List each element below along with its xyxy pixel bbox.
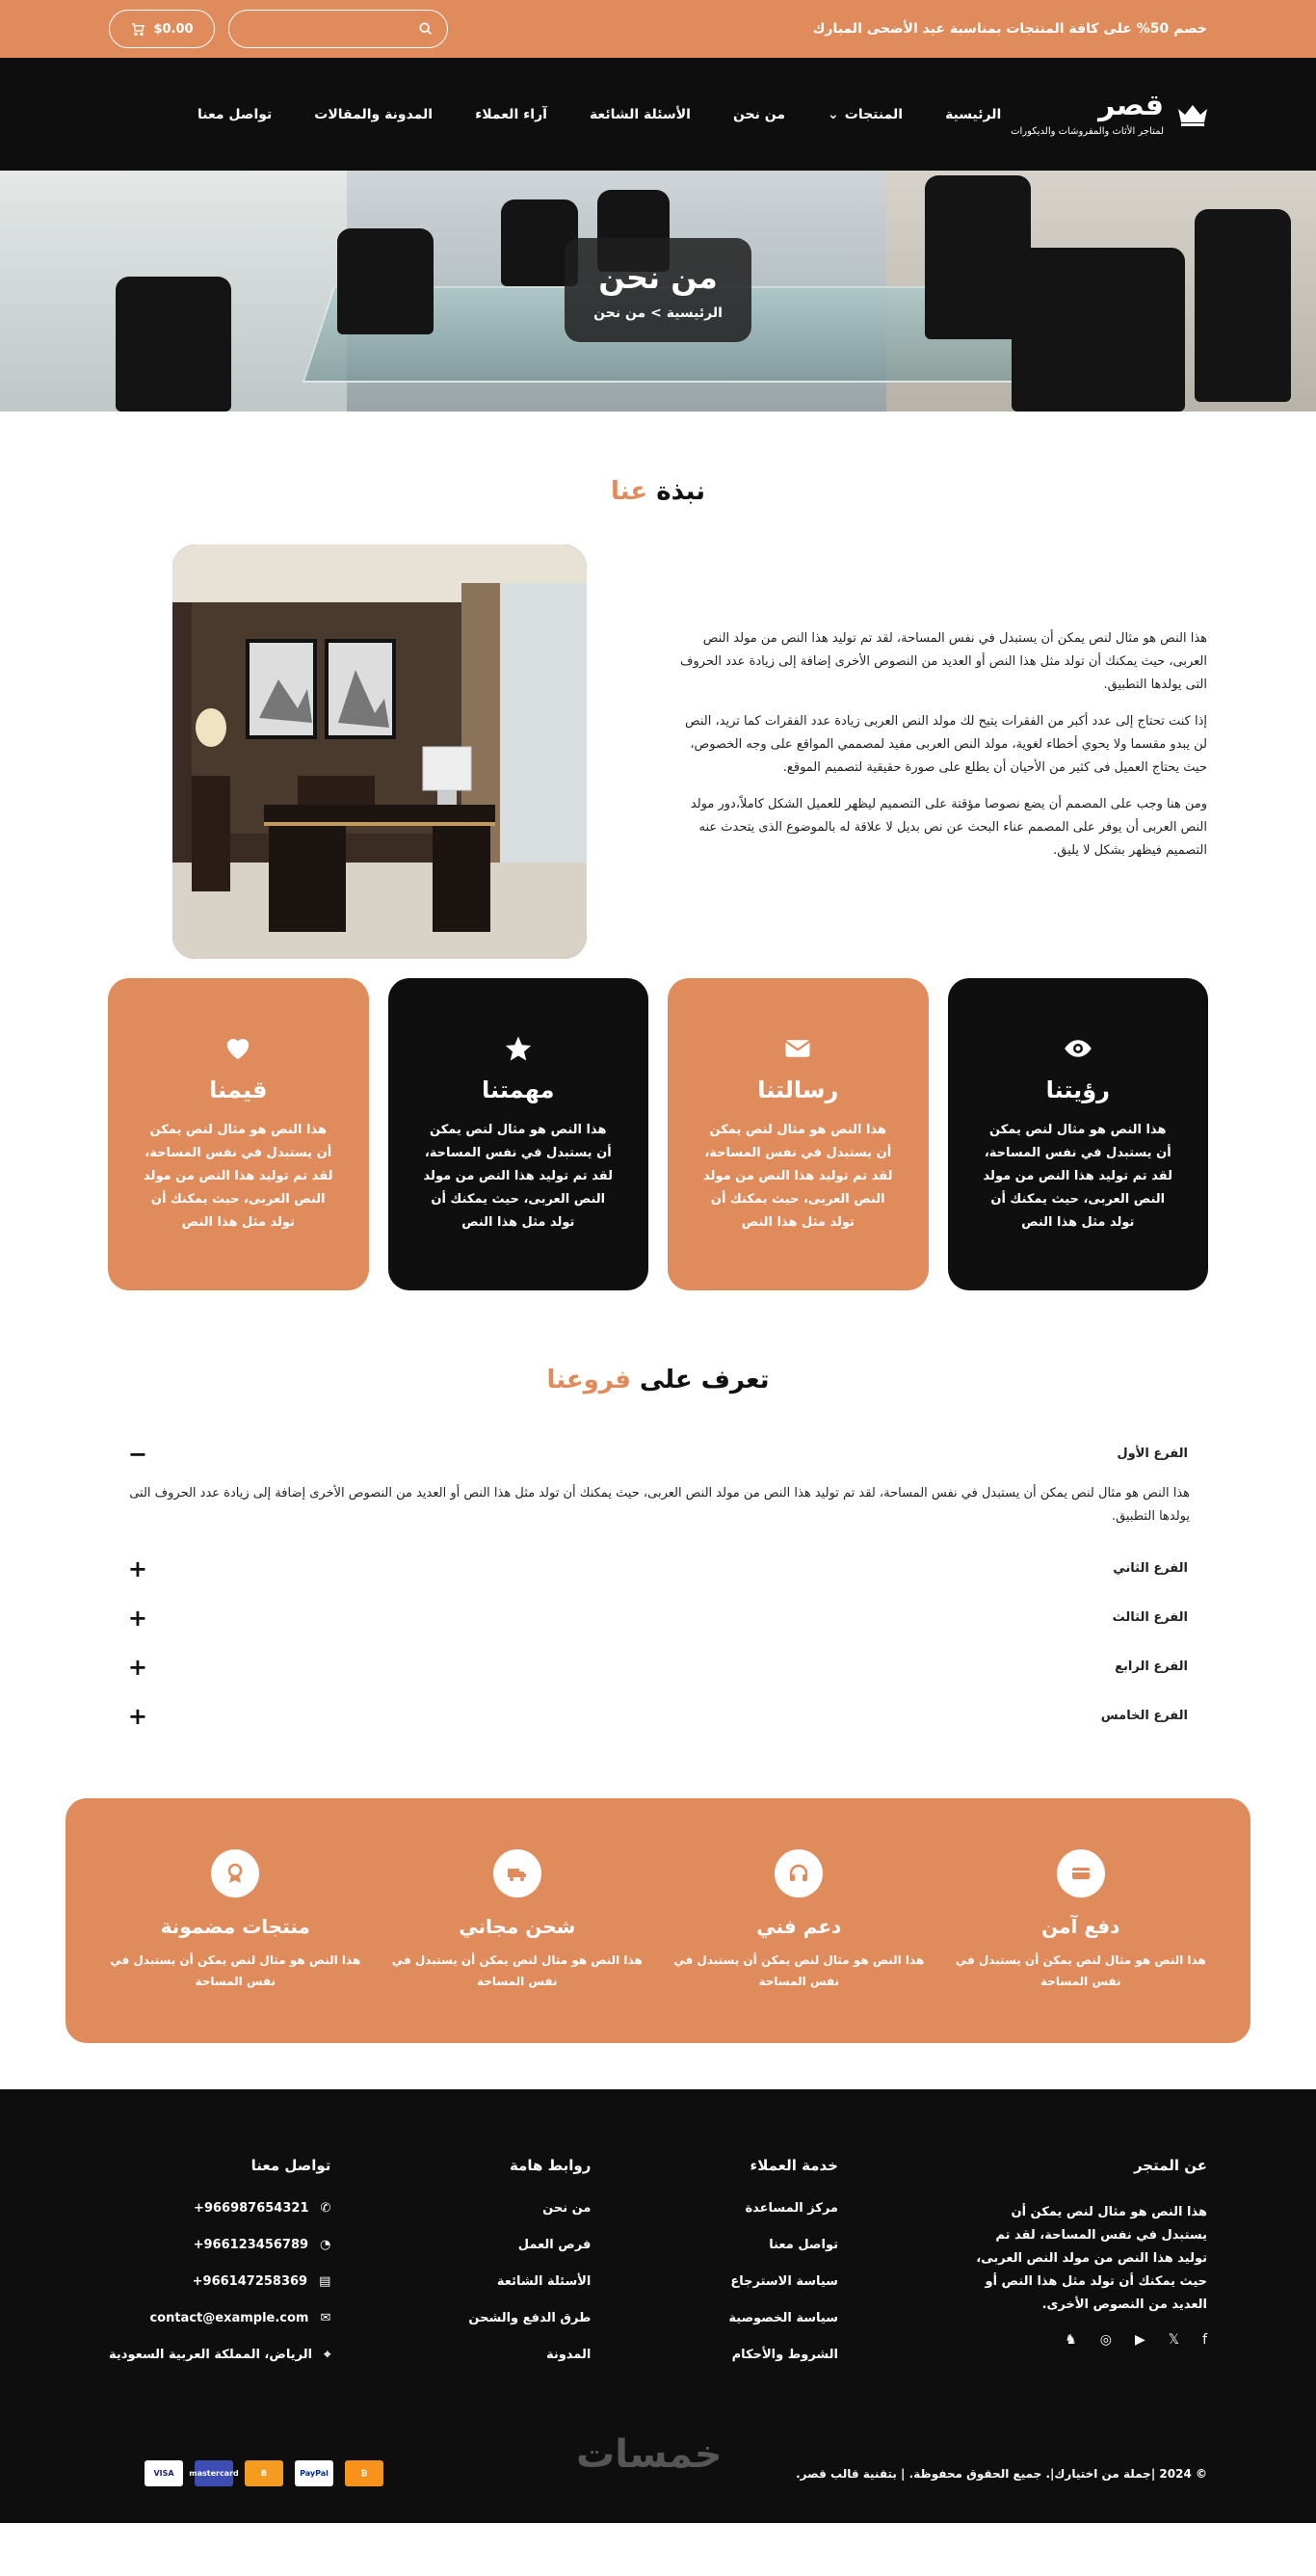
- accordion-label: الفرع الثاني: [1113, 1561, 1188, 1576]
- main-header: [0, 58, 1316, 171]
- crown-icon: [1175, 101, 1210, 128]
- footer-link[interactable]: طرق الدفع والشحن: [468, 2311, 592, 2325]
- values-card: [108, 978, 369, 1290]
- x-icon[interactable]: 𝕏: [1168, 2332, 1180, 2348]
- breadcrumb-current: من نحن: [593, 305, 646, 321]
- card-title: رؤيتنا: [1045, 1076, 1110, 1103]
- card-title: رسالتنا: [757, 1076, 839, 1103]
- award-icon: [224, 1862, 247, 1885]
- top-tools: [109, 10, 448, 48]
- contact-whatsapp[interactable]: [109, 2238, 330, 2252]
- minus-icon[interactable]: −: [127, 1440, 147, 1468]
- feature-icon-circle: [211, 1849, 259, 1898]
- about-paragraph: ومن هنا وجب على المصمم أن يضع نصوصا مؤقتة على التصميم ليظهر للعميل الشكل كاملاً،دور مولد النص العربى أن يوفر على المصمم عناء البحث عن نص بديل لا علاقة له بالموضوع الذى يتحدث عنه التصميم فيظهر بشكل لا يليق.: [690, 797, 1207, 858]
- payment-b-icon: B: [245, 2460, 283, 2486]
- hero-banner: [0, 171, 1316, 412]
- footer-columns: [109, 2157, 1207, 2384]
- accordion-item[interactable]: [128, 1593, 1188, 1642]
- hero-chair: [337, 228, 434, 334]
- footer-customer-service: [728, 2157, 838, 2384]
- top-bar: [0, 0, 1316, 58]
- nav-about[interactable]: من نحن: [732, 106, 786, 122]
- about-paragraph: إذا كنت تحتاج إلى عدد أكبر من الفقرات يتيح لك مولد النص العربى زيادة عدد الفقرات كما تريد، النص لن يبدو مقسما ولا يحوي أخطاء لغوية، مولد النص العربى مفيد لمصممي المواقع على وجه الخصوص، حيث يحتاج العميل فى كثير من الأحيان أن يطلع على صورة حقيقية لتصميم الموقع.: [684, 714, 1207, 775]
- office-illustration: [172, 544, 587, 959]
- nav-products[interactable]: [828, 107, 903, 122]
- contact-value: contact@example.com: [149, 2311, 309, 2325]
- breadcrumb-home[interactable]: الرئيسية: [666, 305, 723, 321]
- youtube-icon[interactable]: ▶: [1135, 2332, 1145, 2348]
- logo-text: [1011, 89, 1164, 137]
- branches-title-part2: فروعنا: [546, 1366, 631, 1394]
- nav-products-label: المنتجات: [844, 106, 904, 122]
- card-text: هذا النص هو مثال لنص يمكن أن يستبدل في نفس المساحة، لقد تم توليد هذا النص من مولد النص العربى، حيث يمكنك أن تولد مثل هذا النص: [423, 1123, 613, 1230]
- instagram-icon[interactable]: ◎: [1099, 2332, 1112, 2348]
- about-section: [0, 412, 1316, 959]
- feature-text: هذا النص هو مثال لنص يمكن أن يستبدل في نفس المساحة: [391, 1953, 643, 1988]
- nav-blog[interactable]: المدونة والمقالات: [314, 106, 434, 122]
- email-icon: ✉: [320, 2311, 331, 2325]
- promo-text: خصم 50% على كافة المنتجات بمناسبة عيد الأضحى المبارك: [812, 21, 1207, 37]
- contact-value: +966987654321: [194, 2201, 309, 2216]
- footer-contact: [109, 2157, 330, 2384]
- footer-link[interactable]: المدونة: [545, 2348, 592, 2362]
- main-nav: [197, 107, 1001, 122]
- feature-text: هذا النص هو مثال لنص يمكن أن يستبدل في نفس المساحة: [955, 1953, 1206, 1988]
- contact-location: [109, 2348, 330, 2362]
- card-text: هذا النص هو مثال لنص يمكن أن يستبدل في نفس المساحة، لقد تم توليد هذا النص من مولد النص العربى، حيث يمكنك أن تولد مثل هذا النص: [703, 1123, 893, 1230]
- plus-icon[interactable]: +: [127, 1604, 147, 1632]
- hero-title-card: [565, 238, 751, 342]
- nav-testimonials[interactable]: آراء العملاء: [475, 106, 547, 122]
- footer-important-links: [468, 2157, 591, 2384]
- footer-about: [976, 2157, 1207, 2384]
- accordion-label: الفرع الثالث: [1112, 1610, 1188, 1625]
- about-body: [0, 506, 1316, 959]
- branches-title: [0, 1366, 1316, 1394]
- heart-icon: [224, 1034, 252, 1063]
- cart-button[interactable]: [109, 10, 215, 48]
- feature-free-shipping: [382, 1849, 652, 1992]
- feature-icon-circle: [775, 1849, 823, 1898]
- contact-value: الرياض، المملكة العربية السعودية: [109, 2348, 313, 2362]
- feature-text: هذا النص هو مثال لنص يمكن أن يستبدل في نفس المساحة: [673, 1953, 925, 1988]
- contact-phone[interactable]: [109, 2201, 330, 2216]
- about-title: [0, 477, 1316, 506]
- feature-text: هذا النص هو مثال لنص يمكن أن يستبدل في نفس المساحة: [110, 1953, 361, 1988]
- about-paragraph: هذا النص هو مثال لنص يمكن أن يستبدل في نفس المساحة، لقد تم توليد هذا النص من مولد النص العربى، حيث يمكنك أن تولد مثل هذا النص أو العديد من النصوص الأخرى إضافة إلى زيادة عدد الحروف التى يولدها التطبيق.: [680, 631, 1207, 692]
- footer-link[interactable]: فرص العمل: [517, 2238, 592, 2252]
- truck-icon: [506, 1862, 529, 1885]
- feature-title: منتجات مضمونة: [160, 1915, 310, 1938]
- search-icon[interactable]: [418, 21, 434, 37]
- office-image: [172, 544, 587, 959]
- nav-faq[interactable]: الأسئلة الشائعة: [589, 106, 691, 122]
- about-title-part1: نبذة: [656, 477, 705, 506]
- footer-link[interactable]: مركز المساعدة: [745, 2201, 838, 2216]
- location-icon: ⌖: [324, 2348, 331, 2362]
- feature-icon-circle: [493, 1849, 541, 1898]
- hero-chair: [116, 277, 231, 412]
- footer-link[interactable]: الشروط والأحكام: [731, 2348, 838, 2362]
- facebook-icon[interactable]: f: [1202, 2332, 1207, 2348]
- branches-title-part1: تعرف على: [640, 1366, 770, 1394]
- footer-link[interactable]: تواصل معنا: [769, 2238, 838, 2252]
- footer-bottom: [145, 2460, 1207, 2486]
- cart-icon: [130, 21, 145, 37]
- footer-heading: روابط هامة: [509, 2157, 592, 2174]
- logo-name: قصر: [1098, 89, 1164, 122]
- accordion-item[interactable]: [128, 1544, 1188, 1593]
- accordion-content: هذا النص هو مثال لنص يمكن أن يستبدل في نفس المساحة، لقد تم توليد هذا النص من مولد النص العربى، حيث يمكنك أن تولد مثل هذا النص أو العديد من النصوص الأخرى إضافة إلى زيادة عدد الحروف التى يولدها التطبيق.: [129, 1486, 1190, 1524]
- about-text: [668, 627, 1207, 876]
- footer-link[interactable]: سياسة الاسترجاع: [730, 2274, 838, 2289]
- values-cards: [0, 978, 1316, 1290]
- footer-heading: عن المتجر: [1133, 2157, 1207, 2174]
- social-links: [976, 2332, 1207, 2348]
- footer-link[interactable]: سياسة الخصوصية: [728, 2311, 838, 2325]
- snapchat-icon[interactable]: ♞: [1065, 2332, 1077, 2348]
- bitcoin-icon: ₿: [345, 2460, 383, 2486]
- contact-fax[interactable]: [109, 2274, 330, 2289]
- chevron-down-icon: ⌄: [828, 106, 839, 122]
- branches-section: [0, 1290, 1316, 1798]
- footer-heading: خدمة العملاء: [750, 2157, 838, 2174]
- hero-chair: [1195, 209, 1291, 402]
- star-icon: [504, 1034, 533, 1063]
- footer-link[interactable]: من نحن: [542, 2201, 592, 2216]
- visa-icon: VISA: [145, 2460, 183, 2486]
- footer-heading: تواصل معنا: [250, 2157, 331, 2174]
- accordion-item[interactable]: [128, 1642, 1188, 1691]
- accordion-label: الفرع الخامس: [1100, 1709, 1188, 1723]
- plus-icon[interactable]: +: [127, 1554, 147, 1582]
- payment-icon: [1069, 1862, 1092, 1885]
- card-text: هذا النص هو مثال لنص يمكن أن يستبدل في نفس المساحة، لقد تم توليد هذا النص من مولد النص العربى، حيث يمكنك أن تولد مثل هذا النص: [144, 1123, 333, 1230]
- card-text: هذا النص هو مثال لنص يمكن أن يستبدل في نفس المساحة، لقد تم توليد هذا النص من مولد النص العربى، حيث يمكنك أن تولد مثل هذا النص: [983, 1123, 1172, 1230]
- eye-icon: [1064, 1034, 1092, 1063]
- branches-accordion: [0, 1429, 1316, 1740]
- feature-title: شحن مجاني: [459, 1915, 576, 1938]
- feature-title: دفع آمن: [1041, 1915, 1120, 1938]
- nav-contact[interactable]: تواصل معنا: [197, 106, 273, 122]
- search-box: [228, 10, 448, 48]
- contact-email[interactable]: [109, 2311, 330, 2325]
- payment-methods: [145, 2460, 383, 2486]
- whatsapp-icon: ◔: [320, 2238, 331, 2252]
- headset-icon: [787, 1862, 810, 1885]
- plus-icon[interactable]: +: [127, 1702, 147, 1730]
- contact-value: +966123456789: [193, 2238, 309, 2252]
- plus-icon[interactable]: +: [127, 1653, 147, 1681]
- feature-title: دعم فني: [756, 1915, 842, 1938]
- accordion-label: الفرع الأول: [1117, 1447, 1188, 1461]
- fax-icon: ▤: [319, 2274, 331, 2289]
- cart-total: $0.00: [153, 21, 194, 37]
- feature-secure-payment: [946, 1849, 1216, 1992]
- card-title: قيمنا: [209, 1076, 268, 1103]
- accordion-item[interactable]: [128, 1691, 1188, 1740]
- breadcrumb-separator: >: [650, 305, 662, 321]
- logo[interactable]: [1011, 89, 1210, 137]
- mission-card: [388, 978, 649, 1290]
- copyright-text: © 2024 |جملة من اختيارك|. جميع الحقوق محفوظة. | بتقنية قالب قصر.: [796, 2466, 1207, 2481]
- vision-card: [948, 978, 1209, 1290]
- page-title: من نحن: [598, 259, 718, 296]
- features-banner: [66, 1798, 1250, 2043]
- accordion-label: الفرع الرابع: [1115, 1660, 1188, 1674]
- breadcrumb: [593, 305, 723, 321]
- phone-icon: ✆: [320, 2201, 331, 2216]
- feature-guaranteed: [100, 1849, 370, 1992]
- envelope-icon: [783, 1034, 812, 1063]
- footer-about-text: هذا النص هو مثال لنص يمكن أن يستبدل في نفس المساحة، لقد تم توليد هذا النص من مولد النص العربى، حيث يمكنك أن تولد مثل هذا النص أو العديد من النصوص الأخرى.: [976, 2205, 1207, 2312]
- mastercard-icon: mastercard: [195, 2460, 233, 2486]
- accordion-item[interactable]: [128, 1429, 1188, 1478]
- about-title-part2: عنا: [611, 477, 648, 506]
- logo-tagline: لمتاجر الأثاث والمفروشات والديكورات: [1011, 126, 1164, 137]
- nav-home[interactable]: الرئيسية: [945, 106, 1002, 122]
- message-card: [668, 978, 929, 1290]
- feature-support: [664, 1849, 934, 1992]
- footer-link[interactable]: الأسئلة الشائعة: [496, 2274, 592, 2289]
- site-footer: [0, 2089, 1316, 2523]
- feature-icon-circle: [1057, 1849, 1105, 1898]
- watermark-logo: خمسات: [576, 2432, 723, 2477]
- hero-chair: [1012, 248, 1185, 412]
- paypal-icon: PayPal: [295, 2460, 333, 2486]
- contact-value: +966147258369: [192, 2274, 308, 2289]
- card-title: مهمتنا: [482, 1076, 555, 1103]
- search-input[interactable]: [243, 22, 418, 37]
